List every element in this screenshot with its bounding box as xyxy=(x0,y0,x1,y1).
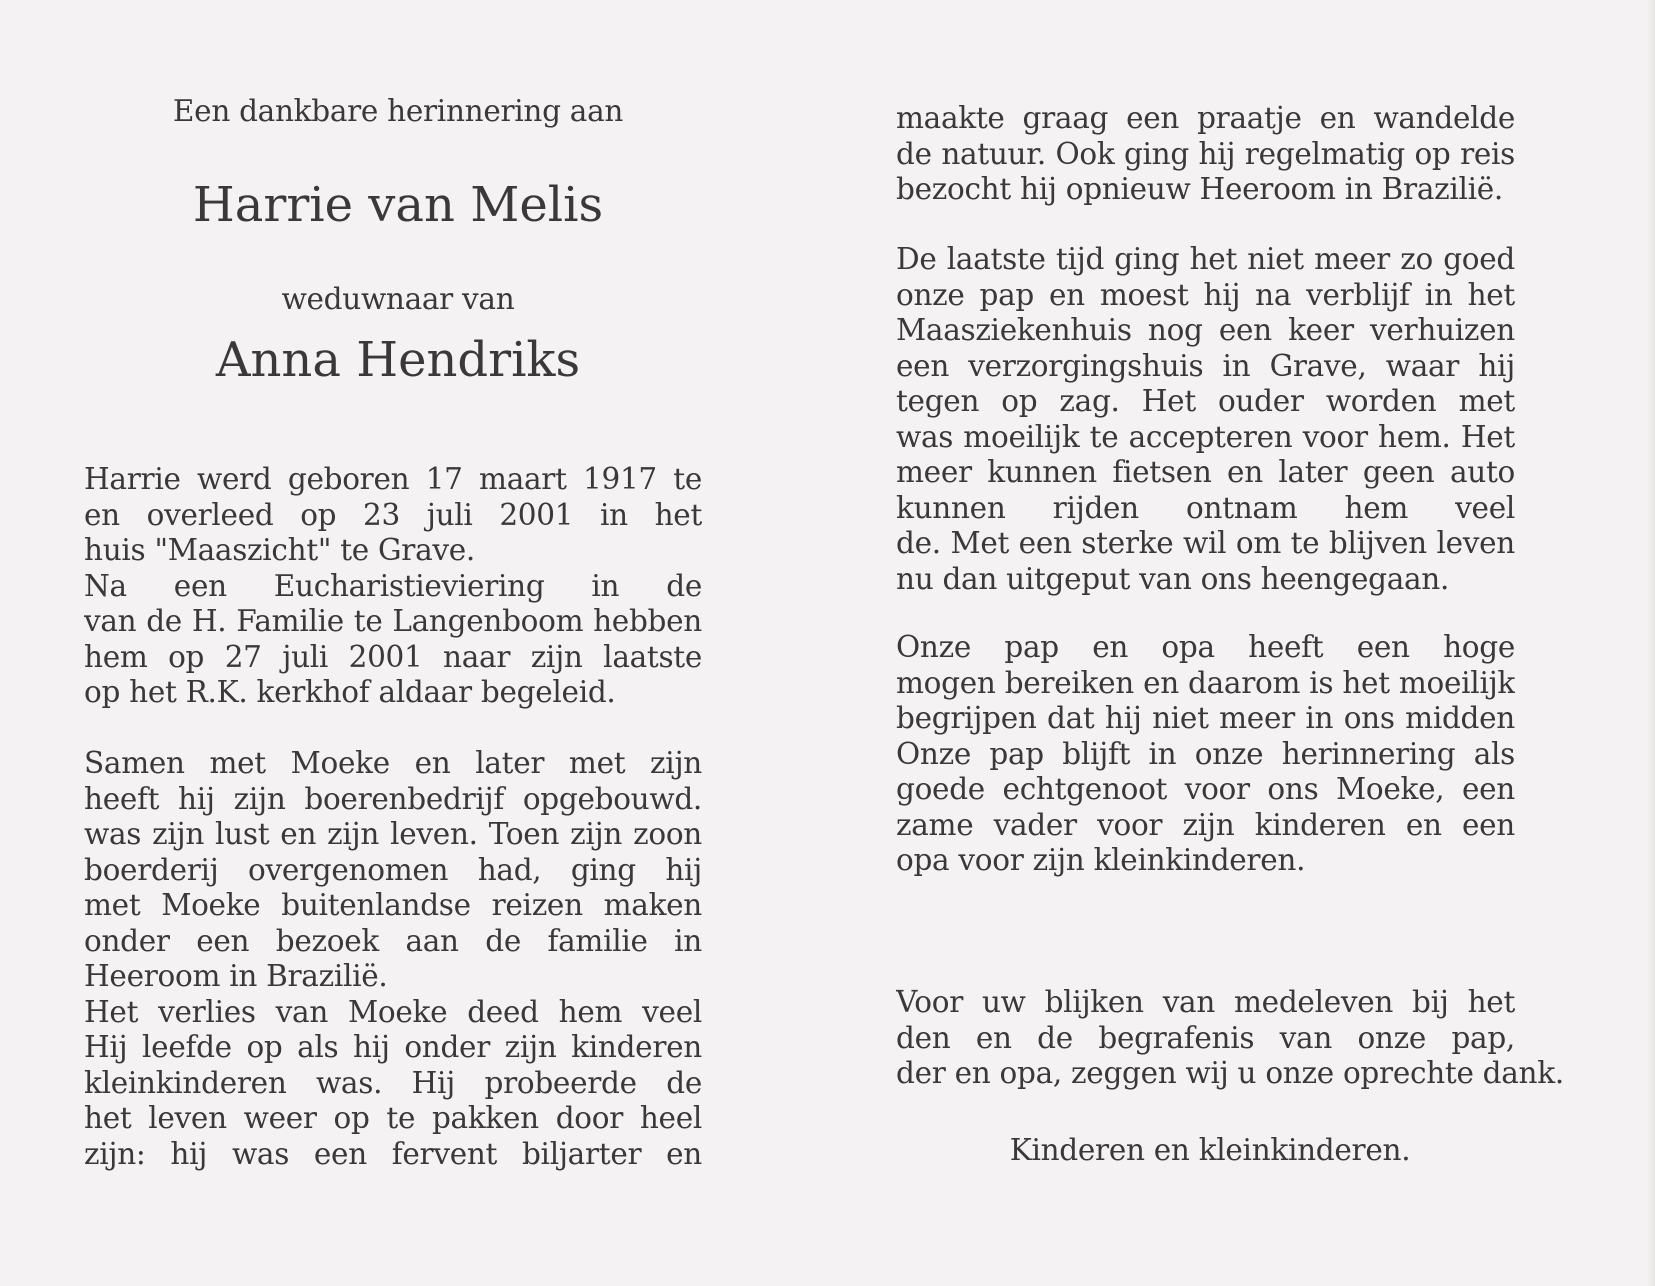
text-line: Het verlies van Moeke deed hem veel xyxy=(84,994,702,1029)
text-line: hem op 27 juli 2001 naar zijn laatste xyxy=(84,639,702,674)
text-line: de natuur. Ook ging hij regelmatig op reis xyxy=(896,136,1515,171)
text-line: de. Met een sterke wil om te blijven leven xyxy=(896,526,1515,560)
relation-text: weduwnaar van xyxy=(281,282,515,316)
text-line: den en de begrafenis van onze pap, xyxy=(896,1020,1515,1055)
text-line: Maasziekenhuis nog een keer verhuizen xyxy=(896,313,1515,347)
deceased-name: Harrie van Melis xyxy=(192,177,604,233)
text-line: zame vader voor zijn kinderen en een xyxy=(896,807,1515,842)
text-line: Onze pap en opa heeft een hoge xyxy=(896,630,1515,664)
text-line: onze pap en moest hij na verblijf in het xyxy=(896,277,1515,312)
text-line: heeft hij zijn boerenbedrijf opgebouwd. xyxy=(84,781,702,816)
text-line: tegen op zag. Het ouder worden met xyxy=(896,384,1515,418)
text-line: met Moeke buitenlandse reizen maken xyxy=(84,888,702,922)
text-line: op het R.K. kerkhof aldaar begeleid. xyxy=(84,675,616,709)
text-line: De laatste tijd ging het niet meer zo goed xyxy=(896,242,1515,276)
biography-paragraph-2 xyxy=(84,746,702,1172)
text-line: meer kunnen fietsen en later geen auto xyxy=(896,455,1515,489)
text-line: kunnen rijden ontnam hem veel xyxy=(896,490,1515,525)
biography-paragraph-3 xyxy=(896,101,1515,208)
text-line: Samen met Moeke en later met zijn xyxy=(84,746,702,780)
text-line: een verzorgingshuis in Grave, waar hij xyxy=(896,348,1515,383)
text-line: huis "Maaszicht" te Grave. xyxy=(84,533,475,567)
text-line: mogen bereiken en daarom is het moeilijk xyxy=(896,665,1515,700)
text-line: zijn: hij was een fervent biljarter en xyxy=(84,1136,702,1171)
text-line: was zijn lust en zijn leven. Toen zijn zoon xyxy=(84,817,702,851)
signoff-text: Kinderen en kleinkinderen. xyxy=(1009,1133,1411,1167)
text-line: bezocht hij opnieuw Heeroom in Brazilië. xyxy=(896,172,1503,206)
text-line: Onze pap blijft in onze herinnering als xyxy=(896,736,1515,771)
biography-paragraph-4 xyxy=(896,242,1515,597)
text-line: boerderij overgenomen had, ging hij xyxy=(84,852,702,887)
intro-text: Een dankbare herinnering aan xyxy=(172,94,624,128)
text-line: het leven weer op te pakken door heel xyxy=(84,1101,702,1135)
text-line: goede echtgenoot voor ons Moeke, een xyxy=(896,772,1515,806)
text-line: maakte graag een praatje en wandelde xyxy=(896,101,1515,135)
biography-paragraph-1 xyxy=(84,462,702,711)
text-line: onder een bezoek aan de familie in xyxy=(84,923,702,958)
text-line: der en opa, zeggen wij u onze oprechte dank. xyxy=(896,1056,1564,1090)
text-line: Na een Eucharistieviering in de xyxy=(84,568,702,603)
card-edge-shadow xyxy=(1647,0,1655,1286)
text-line: Heeroom in Brazilië. xyxy=(84,959,388,993)
text-line: kleinkinderen was. Hij probeerde de xyxy=(84,1065,702,1100)
text-line: Harrie werd geboren 17 maart 1917 te xyxy=(84,462,702,496)
text-line: Hij leefde op als hij onder zijn kinderen xyxy=(84,1030,702,1064)
text-line: was moeilijk te accepteren voor hem. Het xyxy=(896,419,1515,454)
biography-paragraph-5 xyxy=(896,630,1515,879)
spouse-name: Anna Hendriks xyxy=(215,332,581,388)
text-line: van de H. Familie te Langenboom hebben xyxy=(84,604,702,638)
text-line: nu dan uitgeput van ons heengegaan. xyxy=(896,561,1450,596)
text-line: en overleed op 23 juli 2001 in het xyxy=(84,497,702,532)
text-line: opa voor zijn kleinkinderen. xyxy=(896,843,1306,877)
thanks-paragraph xyxy=(896,985,1564,1092)
text-line: Voor uw blijken van medeleven bij het xyxy=(896,985,1515,1019)
text-line: begrijpen dat hij niet meer in ons midden xyxy=(896,701,1515,735)
